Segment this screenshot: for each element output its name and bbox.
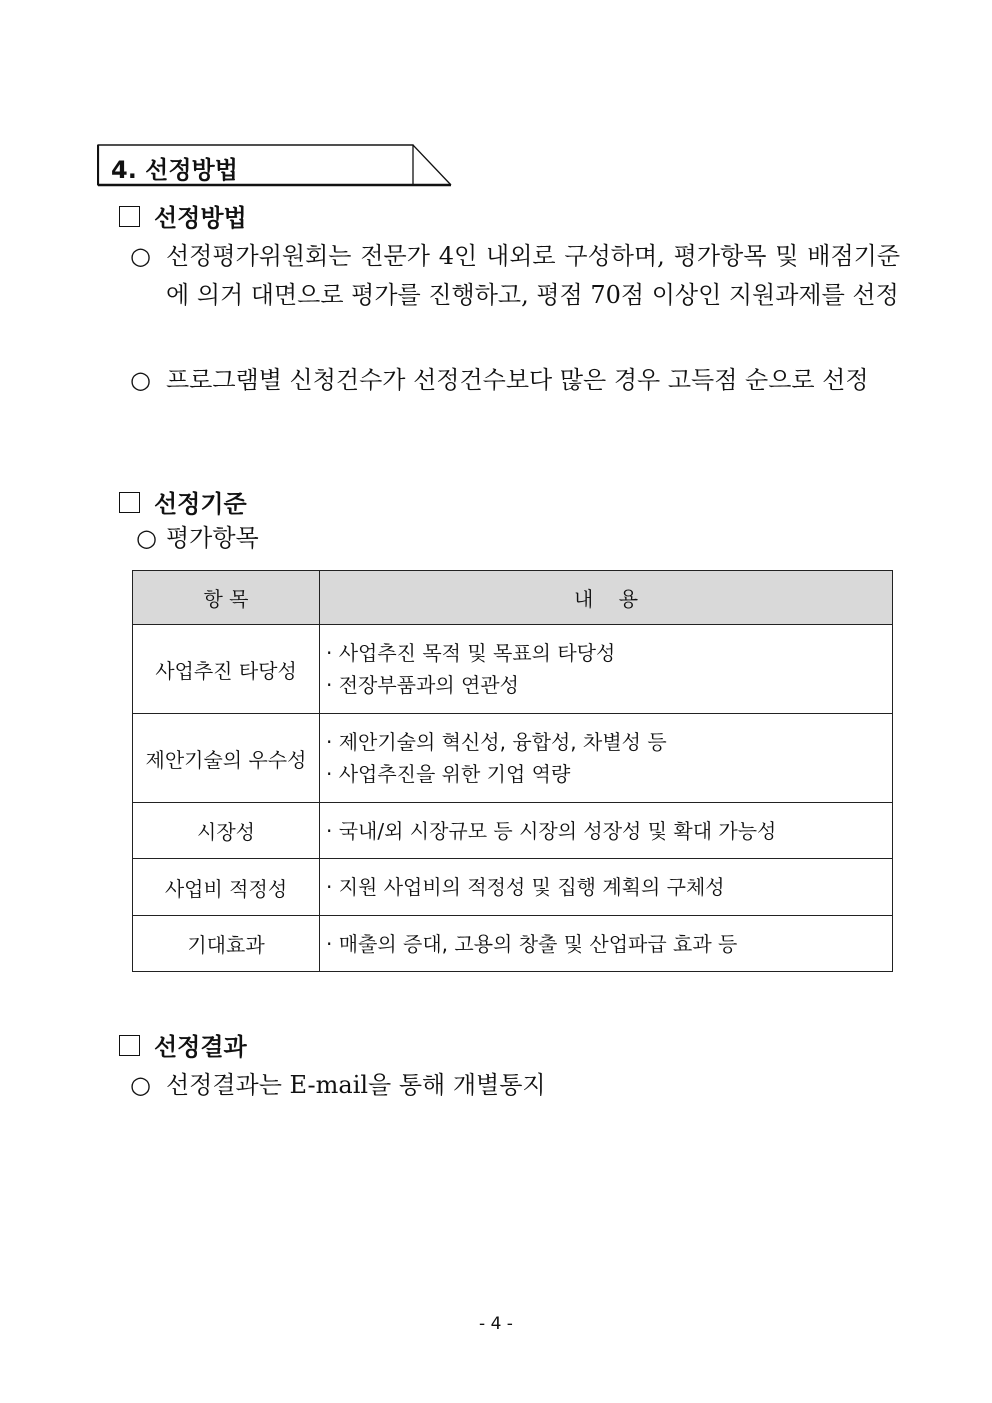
list-item-text: 평가항목	[166, 524, 259, 552]
heading-selection-criteria: 선정기준	[119, 484, 247, 519]
table-cell-category: 시장성	[133, 803, 320, 859]
table-row	[133, 916, 893, 972]
table-row	[133, 803, 893, 859]
table-row	[133, 859, 893, 916]
table-cell-category: 제안기술의 우수성	[133, 714, 320, 803]
list-item	[130, 519, 900, 558]
header-category: 항 목	[133, 571, 320, 625]
checkbox-square-icon	[119, 1035, 140, 1056]
list-item-text: 프로그램별 신청건수가 선정건수보다 많은 경우 고득점 순으로 선정	[166, 366, 869, 394]
list-item-text: 선정결과는 E-mail을 통해 개별통지	[166, 1071, 546, 1099]
table-row	[133, 714, 893, 803]
section-title-box	[97, 144, 452, 186]
checkbox-square-icon	[119, 492, 140, 513]
table-cell-content: · 지원 사업비의 적정성 및 집행 계획의 구체성	[320, 859, 893, 916]
heading-selection-result: 선정결과	[119, 1027, 247, 1062]
table-header-row	[133, 571, 893, 625]
list-item	[130, 1066, 900, 1105]
list-item	[130, 361, 900, 400]
list-item-text: 선정평가위원회는 전문가 4인 내외로 구성하며, 평가항목 및 배점기준에 의거 대면으로 평가를 진행하고, 평점 70점 이상인 지원과제를 선정	[166, 242, 900, 309]
table-row	[133, 625, 893, 714]
table-cell-content: · 제안기술의 혁신성, 융합성, 차별성 등 · 사업추진을 위한 기업 역량	[320, 714, 893, 803]
circle-bullet-icon: ○	[136, 524, 157, 552]
header-content: 내 용	[320, 571, 893, 625]
circle-bullet-icon: ○	[130, 242, 151, 270]
table-cell-category: 사업비 적정성	[133, 859, 320, 916]
evaluation-table	[132, 570, 893, 972]
list-item	[130, 237, 900, 315]
checkbox-square-icon	[119, 206, 140, 227]
table-cell-content: · 매출의 증대, 고용의 창출 및 산업파급 효과 등	[320, 916, 893, 972]
table-cell-content: · 사업추진 목적 및 목표의 타당성 · 전장부품과의 연관성	[320, 625, 893, 714]
table-cell-category: 기대효과	[133, 916, 320, 972]
circle-bullet-icon: ○	[130, 366, 151, 394]
heading-selection-method: 선정방법	[119, 198, 247, 233]
table-cell-category: 사업추진 타당성	[133, 625, 320, 714]
table-cell-content: · 국내/외 시장규모 등 시장의 성장성 및 확대 가능성	[320, 803, 893, 859]
page-number: - 4 -	[479, 1314, 513, 1334]
section-title: 4. 선정방법	[111, 156, 238, 184]
circle-bullet-icon: ○	[130, 1071, 151, 1099]
